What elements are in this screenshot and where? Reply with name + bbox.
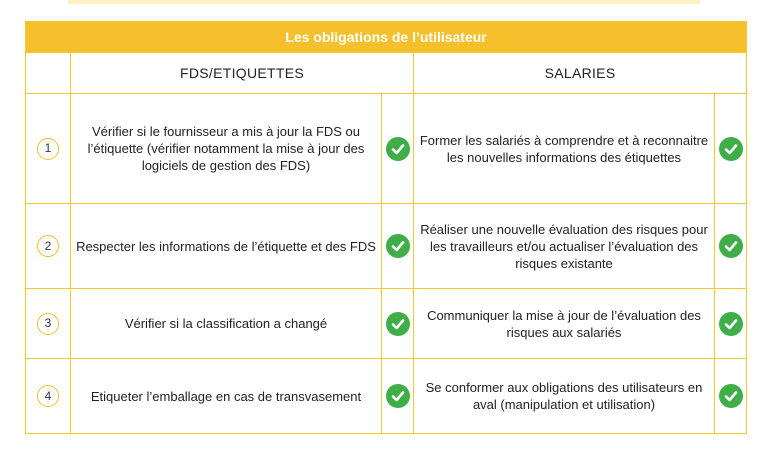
number-circle-icon: 3 xyxy=(37,313,59,335)
table-row xyxy=(26,359,747,434)
obligations-table xyxy=(25,21,747,434)
row-number-cell xyxy=(26,204,71,289)
right-check-cell xyxy=(715,289,747,359)
table-row xyxy=(26,204,747,289)
right-obligation-text: Communiquer la mise à jour de l’évaluation des risques aux salariés xyxy=(414,289,715,359)
top-strip-decoration xyxy=(68,0,700,4)
number-circle-icon: 2 xyxy=(37,235,59,257)
row-number-cell xyxy=(26,289,71,359)
right-check-cell xyxy=(715,359,747,434)
header-row xyxy=(26,53,747,94)
check-circle-icon xyxy=(719,312,743,336)
left-check-cell xyxy=(382,94,414,204)
check-circle-icon xyxy=(386,137,410,161)
header-num-cell xyxy=(26,53,71,94)
header-salaries: SALARIES xyxy=(414,53,747,94)
left-obligation-text: Vérifier si la classification a changé xyxy=(71,289,382,359)
check-circle-icon xyxy=(719,384,743,408)
row-number-cell xyxy=(26,94,71,204)
right-check-cell xyxy=(715,204,747,289)
right-obligation-text: Réaliser une nouvelle évaluation des risques pour les travailleurs et/ou actualiser l’évaluation des risques existante xyxy=(414,204,715,289)
check-circle-icon xyxy=(386,312,410,336)
left-obligation-text: Vérifier si le fournisseur a mis à jour la FDS ou l’étiquette (vérifier notamment la mise à jour des logiciels de gestion des FDS) xyxy=(71,94,382,204)
right-check-cell xyxy=(715,94,747,204)
number-circle-icon: 4 xyxy=(37,385,59,407)
check-circle-icon xyxy=(719,234,743,258)
check-circle-icon xyxy=(386,234,410,258)
title-row xyxy=(26,22,747,53)
left-obligation-text: Etiqueter l’emballage en cas de transvasement xyxy=(71,359,382,434)
table-title: Les obligations de l’utilisateur xyxy=(26,22,747,53)
left-check-cell xyxy=(382,359,414,434)
right-obligation-text: Se conformer aux obligations des utilisateurs en aval (manipulation et utilisation) xyxy=(414,359,715,434)
table-row xyxy=(26,289,747,359)
check-circle-icon xyxy=(719,137,743,161)
right-obligation-text: Former les salariés à comprendre et à reconnaitre les nouvelles informations des étiquettes xyxy=(414,94,715,204)
number-circle-icon: 1 xyxy=(37,138,59,160)
table-row xyxy=(26,94,747,204)
left-check-cell xyxy=(382,204,414,289)
row-number-cell xyxy=(26,359,71,434)
header-fds-etiquettes: FDS/ETIQUETTES xyxy=(71,53,414,94)
left-obligation-text: Respecter les informations de l’étiquette et des FDS xyxy=(71,204,382,289)
check-circle-icon xyxy=(386,384,410,408)
left-check-cell xyxy=(382,289,414,359)
